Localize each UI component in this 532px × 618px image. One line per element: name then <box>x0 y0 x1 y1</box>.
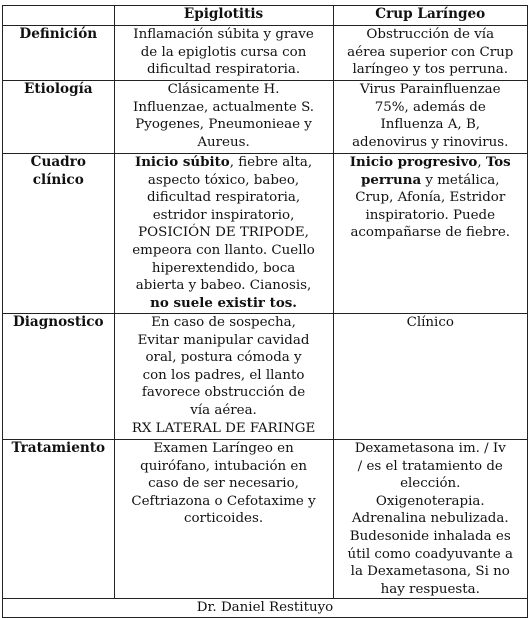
row-label-etiologia: Etiología <box>3 81 115 154</box>
header-row <box>3 6 528 26</box>
table-row <box>3 26 528 81</box>
text-run: acompañarse de fiebre. <box>350 225 511 241</box>
header-epiglotitis: Epiglotitis <box>114 6 333 26</box>
text-run: inspiratorio. Puede <box>365 207 496 223</box>
text-run: útil como coadyuvante a <box>347 546 513 562</box>
text-run: quirófano, intubación en <box>140 458 307 474</box>
cell-text-line <box>338 81 524 99</box>
row-label-cuadro-clinico: Cuadro clínico <box>3 154 115 314</box>
cell-text-line <box>338 99 524 117</box>
cell-crup-cuadro-clinico <box>333 154 528 314</box>
cell-text-line <box>338 458 524 476</box>
cell-text-line <box>338 44 524 62</box>
comparison-table <box>2 5 528 618</box>
text-run: Adrenalina nebulizada. <box>351 511 509 527</box>
cell-text-line <box>338 581 524 599</box>
cell-text-line <box>119 510 329 528</box>
table-row <box>3 440 528 599</box>
text-run: y metálica, <box>421 172 500 188</box>
text-run: Examen Laríngeo en <box>153 441 294 456</box>
cell-text-line <box>119 277 329 295</box>
cell-text-line <box>338 116 524 134</box>
cell-crup-diagnostico <box>333 314 528 440</box>
table-row <box>3 81 528 154</box>
cell-text-line <box>119 384 329 402</box>
cell-text-line <box>119 332 329 350</box>
text-run: Virus Parainfluenzae <box>359 82 501 97</box>
header-crup-laringeo: Crup Laríngeo <box>333 6 528 26</box>
text-run: Crup, Afonía, Estridor <box>355 190 506 206</box>
text-run: Ceftriazona o Cefotaxime y <box>131 493 316 509</box>
text-run: Budesonide inhalada es <box>349 528 511 544</box>
cell-text-line <box>119 207 329 225</box>
text-run: Influenzae, actualmente S. <box>133 99 315 115</box>
text-run: hay respuesta. <box>380 581 480 597</box>
text-run: hiperextendido, boca <box>151 260 296 276</box>
row-label-tratamiento: Tratamiento <box>3 440 115 599</box>
cell-text-line <box>338 61 524 79</box>
text-run: Oxigenoterapia. <box>375 493 485 509</box>
cell-text-line <box>338 314 524 332</box>
cell-text-line <box>338 189 524 207</box>
text-run: oral, postura cómoda y <box>145 350 302 366</box>
text-run: Aureus. <box>197 134 250 150</box>
text-run: 75%, además de <box>374 99 486 115</box>
cell-epiglotitis-definicion <box>114 26 333 81</box>
cell-text-line <box>119 367 329 385</box>
header-blank-cell <box>3 6 115 26</box>
footer-author: Dr. Daniel Restituyo <box>3 599 528 618</box>
text-run: corticoides. <box>183 511 264 527</box>
text-run: Evitar manipular cavidad <box>137 332 310 348</box>
cell-text-line <box>338 493 524 511</box>
cell-epiglotitis-tratamiento <box>114 440 333 599</box>
table-row <box>3 314 528 440</box>
cell-text-line <box>338 207 524 225</box>
cell-text-line <box>338 154 524 172</box>
text-run: vía aérea. <box>190 402 257 418</box>
text-run: Pyogenes, Pneumonieae y <box>135 117 312 133</box>
row-label-definicion: Definición <box>3 26 115 81</box>
bold-text-run: perruna <box>360 171 422 188</box>
cell-text-line <box>338 510 524 528</box>
cell-text-line <box>338 475 524 493</box>
cell-text-line <box>338 546 524 564</box>
cell-text-line <box>119 440 329 458</box>
cell-text-line <box>338 134 524 152</box>
text-run: Clásicamente H. <box>167 82 280 97</box>
text-run: laríngeo y tos perruna. <box>352 62 509 78</box>
text-run: caso de ser necesario, <box>148 476 299 492</box>
cell-text-line <box>119 493 329 511</box>
bold-text-run: Inicio progresivo <box>349 154 478 170</box>
cell-text-line <box>119 314 329 332</box>
cell-text-line <box>119 458 329 476</box>
cell-text-line <box>338 172 524 190</box>
text-run: adenovirus y rinovirus. <box>352 134 509 150</box>
text-run: dificultad respiratoria. <box>146 62 301 78</box>
text-run: empeora con llanto. Cuello <box>132 242 315 258</box>
cell-text-line <box>119 349 329 367</box>
text-run: POSICIÓN DE TRIPODE, <box>138 225 309 241</box>
cell-text-line <box>119 26 329 44</box>
text-run: En caso de sospecha, <box>151 315 296 330</box>
text-run: con los padres, el llanto <box>142 367 305 383</box>
text-run: Influenza A, B, <box>380 117 481 133</box>
cell-text-line <box>119 134 329 152</box>
cell-epiglotitis-diagnostico <box>114 314 333 440</box>
cell-crup-etiologia <box>333 81 528 154</box>
cell-text-line <box>119 242 329 260</box>
text-run: favorece obstrucción de <box>141 385 306 401</box>
text-run: la Dexametasona, Si no <box>350 564 510 580</box>
cell-text-line <box>119 189 329 207</box>
bold-text-run: Inicio súbito <box>134 154 230 170</box>
bold-text-run: no suele existir tos. <box>150 294 297 311</box>
footer-row <box>3 599 528 618</box>
cell-text-line <box>119 260 329 278</box>
cell-text-line <box>338 563 524 581</box>
cell-text-line <box>119 402 329 420</box>
text-run: , <box>477 155 486 170</box>
cell-text-line <box>119 61 329 79</box>
text-run: Dexametasona im. / Iv <box>354 441 506 456</box>
row-label-diagnostico: Diagnostico <box>3 314 115 440</box>
text-run: aérea superior con Crup <box>347 44 514 60</box>
table-body <box>3 26 528 618</box>
cell-epiglotitis-etiologia <box>114 81 333 154</box>
cell-text-line <box>119 172 329 190</box>
cell-text-line <box>119 420 329 438</box>
text-run: abierta y babeo. Cianosis, <box>135 278 312 294</box>
cell-text-line <box>338 224 524 242</box>
cell-text-line <box>119 475 329 493</box>
table-row <box>3 154 528 314</box>
text-run: de la epiglotis cursa con <box>140 44 307 60</box>
bold-text-run: Tos <box>485 154 511 170</box>
cell-crup-definicion <box>333 26 528 81</box>
text-run: Inflamación súbita y grave <box>133 27 314 42</box>
cell-text-line <box>338 26 524 44</box>
text-run: elección. <box>400 476 461 492</box>
text-run: / es el tratamiento de <box>357 458 503 474</box>
cell-text-line <box>119 116 329 134</box>
cell-text-line <box>119 154 329 172</box>
cell-epiglotitis-cuadro-clinico <box>114 154 333 314</box>
cell-text-line <box>119 44 329 62</box>
cell-crup-tratamiento <box>333 440 528 599</box>
cell-text-line <box>338 528 524 546</box>
text-run: dificultad respiratoria, <box>146 190 301 206</box>
text-run: aspecto tóxico, babeo, <box>147 172 300 188</box>
text-run: Obstrucción de vía <box>366 27 495 42</box>
cell-text-line <box>338 440 524 458</box>
text-run: Clínico <box>406 315 454 330</box>
text-run: estridor inspiratorio, <box>152 207 295 223</box>
cell-text-line <box>119 224 329 242</box>
text-run: RX LATERAL DE FARINGE <box>131 420 316 436</box>
text-run: , fiebre alta, <box>229 155 313 170</box>
cell-text-line <box>119 295 329 313</box>
cell-text-line <box>119 81 329 99</box>
cell-text-line <box>119 99 329 117</box>
